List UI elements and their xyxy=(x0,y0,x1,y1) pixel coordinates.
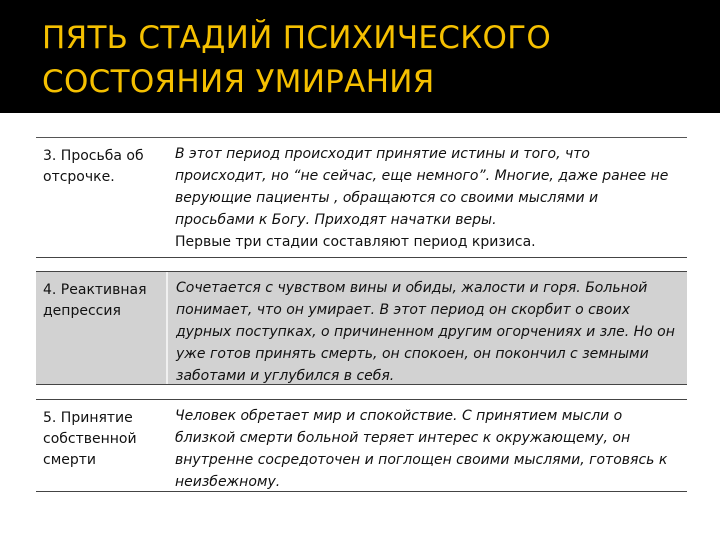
stage-description-text: В этот период происходит принятие истины и того, что происходит, но “не сейчас, еще немного”. Многие, даже ранее не верующие пациенты , обращаются со своими мыслями и просьбами к Богу. Приходят начатки веры. xyxy=(175,146,669,228)
stages-table xyxy=(36,137,687,492)
title-bar xyxy=(0,0,720,113)
stage-name: 3. Просьба об отсрочке. xyxy=(43,148,144,185)
stage-note: Первые три стадии составляют период кризиса. xyxy=(175,234,536,250)
table-row xyxy=(36,137,687,257)
stage-description: Сочетается с чувством вины и обиды, жалости и горя. Больной понимает, что он умирает. В этот период он скорбит о своих дурных поступках, о причиненном другим огорчениях и зле. Но он уже готов принять смерть, он спокоен, он покончил с земными заботами и углубился в себя. xyxy=(176,280,675,384)
stage-name: 4. Реактивная депрессия xyxy=(43,282,147,319)
table-row xyxy=(36,271,687,385)
stage-description: Человек обретает мир и спокойствие. С принятием мысли о близкой смерти больной теряет интерес к окружающему, он внутренне сосредоточен и поглощен своими мыслями, готовясь к неизбежному. xyxy=(175,408,668,490)
stage-description xyxy=(167,138,687,257)
slide-title: ПЯТЬ СТАДИЙ ПСИХИЧЕСКОГО СОСТОЯНИЯ УМИРАНИЯ xyxy=(42,20,552,100)
table-row xyxy=(36,399,687,492)
stage-name: 5. Принятие собственной смерти xyxy=(43,410,137,468)
